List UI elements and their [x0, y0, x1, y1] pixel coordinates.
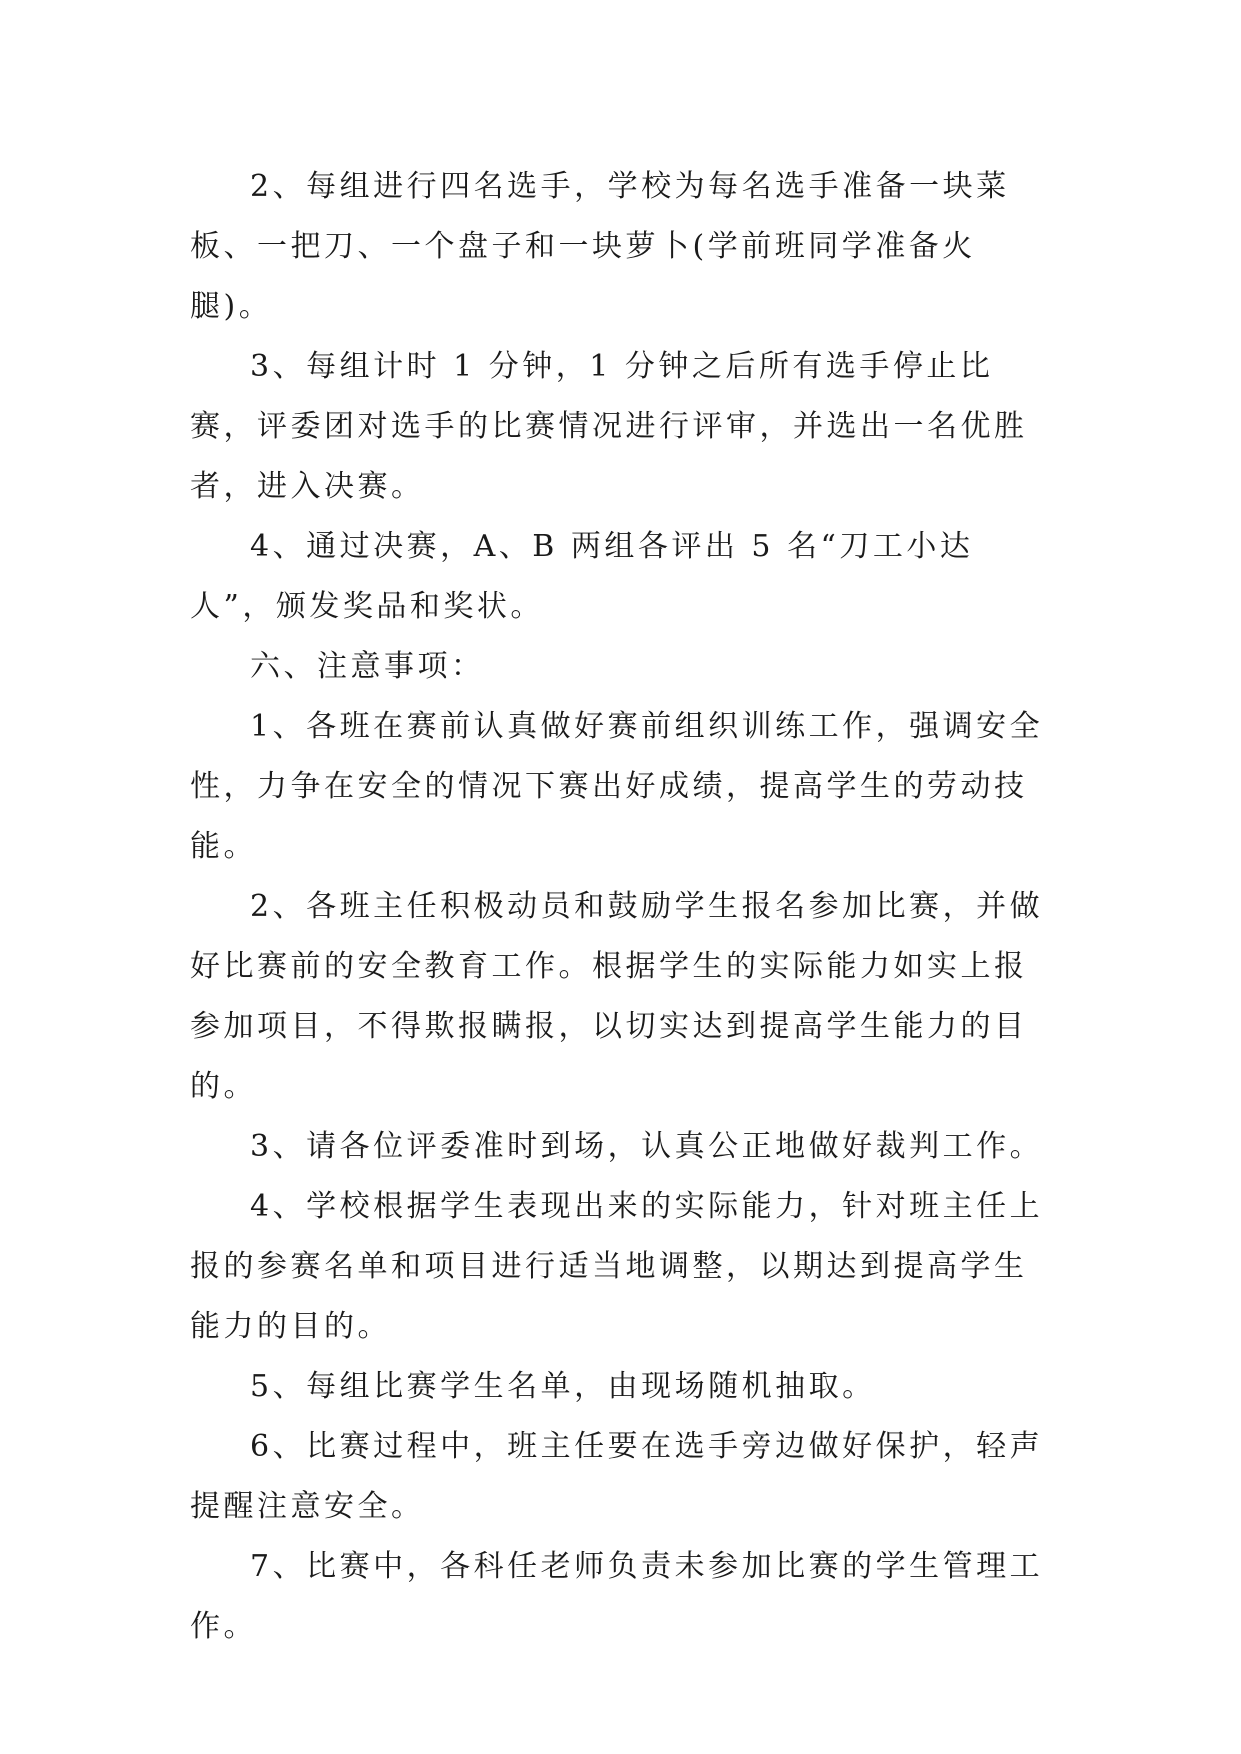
paragraph-note-1: 1、各班在赛前认真做好赛前组织训练工作，强调安全性，力争在安全的情况下赛出好成绩，提高学生的劳动技能。	[190, 709, 1044, 864]
paragraph-note-3: 3、请各位评委准时到场，认真公正地做好裁判工作。	[250, 1129, 1044, 1164]
paragraph-timing-judging: 3、每组计时 1 分钟，1 分钟之后所有选手停止比赛，评委团对选手的比赛情况进行评审，并选出一名优胜者，进入决赛。	[190, 349, 1028, 504]
paragraph-note-6: 6、比赛过程中，班主任要在选手旁边做好保护，轻声提醒注意安全。	[190, 1429, 1044, 1524]
document-body	[190, 157, 1052, 1657]
section-heading-notes: 六、注意事项：	[250, 649, 485, 684]
paragraph-note-5: 5、每组比赛学生名单，由现场随机抽取。	[250, 1369, 876, 1404]
paragraph-awards: 4、通过决赛，A、B 两组各评出 5 名“刀工小达人”，颁发奖品和奖状。	[190, 529, 974, 624]
paragraph-note-7: 7、比赛中，各科任老师负责未参加比赛的学生管理工作。	[190, 1549, 1044, 1644]
paragraph-note-2: 2、各班主任积极动员和鼓励学生报名参加比赛，并做好比赛前的安全教育工作。根据学生的实际能力如实上报参加项目，不得欺报瞒报，以切实达到提高学生能力的目的。	[190, 889, 1044, 1104]
paragraph-note-4: 4、学校根据学生表现出来的实际能力，针对班主任上报的参赛名单和项目进行适当地调整，以期达到提高学生能力的目的。	[190, 1189, 1044, 1344]
paragraph-competition-setup: 2、每组进行四名选手，学校为每名选手准备一块菜板、一把刀、一个盘子和一块萝卜(学前班同学准备火腿)。	[190, 169, 1010, 324]
